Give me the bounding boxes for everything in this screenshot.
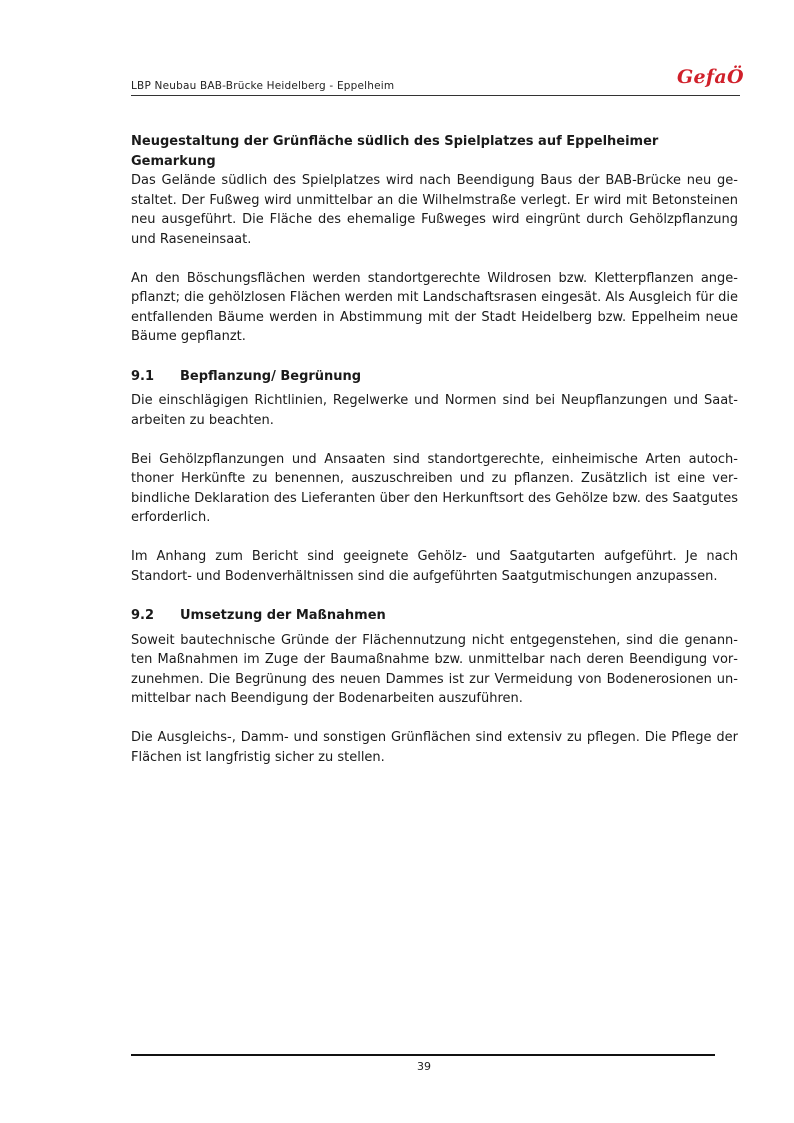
paragraph: Die Ausgleichs-, Damm- und sonstigen Grünflächen sind extensiv zu pflegen. Die Pflege der Flächen ist langfristig sicher zu stellen. xyxy=(131,730,738,765)
intro-heading: Neugestaltung der Grünfläche südlich des Spielplatzes auf Eppelheimer Gemarkung xyxy=(131,134,659,169)
header-divider xyxy=(131,95,740,96)
section-heading xyxy=(131,367,738,387)
section-title: Umsetzung der Maßnahmen xyxy=(180,608,386,623)
document-title: LBP Neubau BAB-Brücke Heidelberg - Eppelheim xyxy=(131,80,395,92)
paragraph: Das Gelände südlich des Spielplatzes wird nach Beendigung Baus der BAB-Brücke neu gestaltet. Der Fußweg wird unmittelbar an die Wilhelmstraße verlegt. Er wird mit Betonsteinen neu ausgeführt. Die Fläche des ehemalige Fußweges wird eingrünt durch Gehölzpflanzung und Raseneinsaat. xyxy=(131,173,738,247)
page-content xyxy=(131,132,738,787)
section-9-1 xyxy=(131,367,738,587)
footer-divider xyxy=(131,1054,715,1056)
section-9-2 xyxy=(131,606,738,767)
page-number: 39 xyxy=(417,1060,431,1073)
intro-section xyxy=(131,132,738,347)
paragraph: Die einschlägigen Richtlinien, Regelwerke und Normen sind bei Neupflanzungen und Saatarbeiten zu beachten. xyxy=(131,393,738,428)
section-number: 9.1 xyxy=(131,368,155,384)
section-title: Bepflanzung/ Begrünung xyxy=(180,368,362,384)
paragraph: Soweit bautechnische Gründe der Flächennutzung nicht entgegenstehen, sind die genannten Maßnahmen im Zuge der Baumaßnahme bzw. unmittelbar nach deren Beendigung vorzunehmen. Die Begrünung des neuen Dammes ist zur Vermeidung von Bodenerosionen unmittelbar nach Beendigung der Bodenarbeiten auszuführen. xyxy=(131,632,738,706)
section-number: 9.2 xyxy=(131,608,155,623)
section-heading xyxy=(131,606,738,626)
paragraph: Im Anhang zum Bericht sind geeignete Gehölz- und Saatgutarten aufgeführt. Je nach Standort- und Bodenverhältnissen sind die aufgeführten Saatgutmischungen anzupassen. xyxy=(131,549,738,584)
paragraph: An den Böschungsflächen werden standortgerechte Wildrosen bzw. Kletterpflanzen angepflanzt; die gehölzlosen Flächen werden mit Landschaftsrasen eingesät. Als Ausgleich für die entfallenden Bäume werden in Abstimmung mit der Stadt Heidelberg bzw. Eppelheim neue Bäume gepflanzt. xyxy=(131,270,738,344)
gefaoe-logo: GefaÖ xyxy=(677,66,744,88)
paragraph: Bei Gehölzpflanzungen und Ansaaten sind standortgerechte, einheimische Arten autochthoner Herkünfte zu benennen, auszuschreiben und zu pflanzen. Zusätzlich ist eine verbindliche Deklaration des Lieferanten über den Herkunftsort des Gehölze bzw. des Saatgutes erforderlich. xyxy=(131,451,738,525)
